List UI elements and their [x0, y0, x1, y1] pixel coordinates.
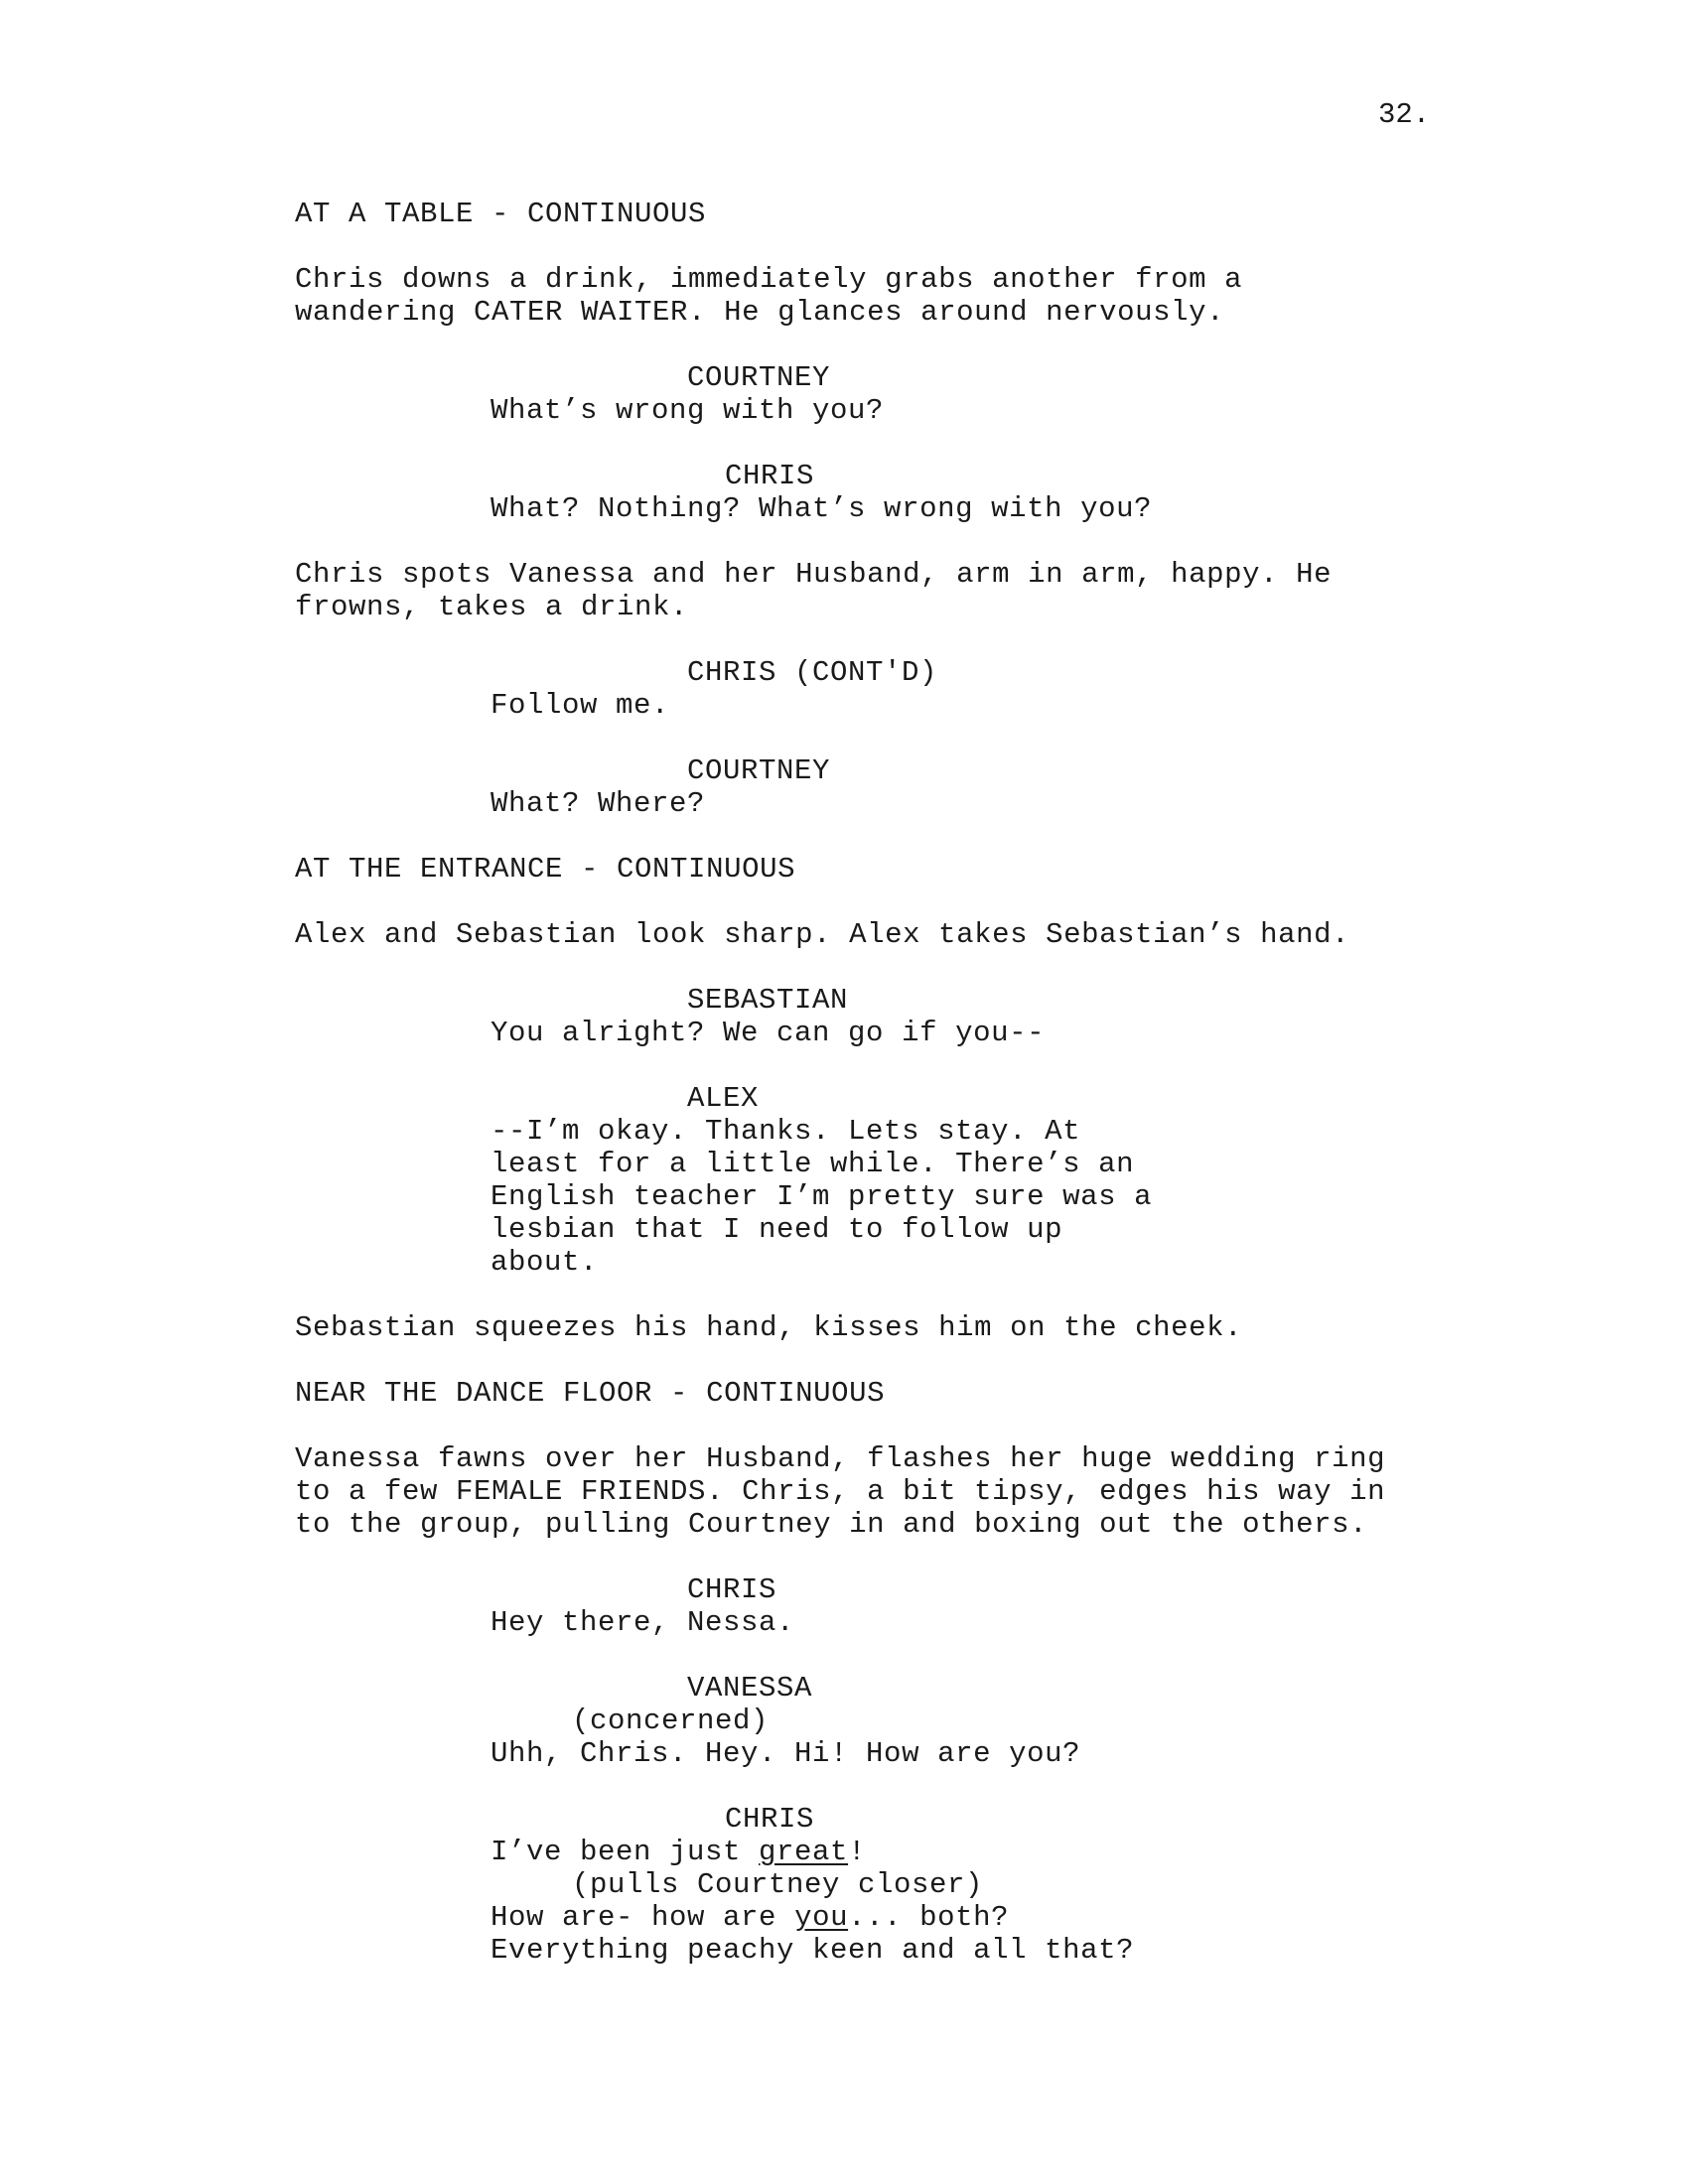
character-name: ALEX: [687, 1082, 760, 1115]
dialogue-line: lesbian that I need to follow up: [491, 1213, 1063, 1246]
dialogue-line: least for a little while. There’s an: [491, 1148, 1135, 1180]
action-line: Chris downs a drink, immediately grabs another from a: [295, 263, 1243, 296]
dialogue-line: English teacher I’m pretty sure was a: [491, 1180, 1153, 1213]
action-line: wandering CATER WAITER. He glances around nervously.: [295, 296, 1225, 329]
dialogue-text: !: [848, 1836, 867, 1868]
dialogue-line: [491, 1901, 1009, 1934]
dialogue-line: Follow me.: [491, 689, 670, 722]
dialogue-line: about.: [491, 1246, 599, 1279]
character-name: COURTNEY: [687, 361, 831, 394]
action-line: Alex and Sebastian look sharp. Alex takes Sebastian’s hand.: [295, 918, 1350, 951]
emphasized-word: you: [794, 1901, 849, 1934]
parenthetical: (pulls Courtney closer): [572, 1868, 984, 1901]
character-name: CHRIS (CONT'D): [687, 656, 938, 689]
action-line: to a few FEMALE FRIENDS. Chris, a bit tipsy, edges his way in: [295, 1475, 1386, 1508]
scene-heading: AT A TABLE - CONTINUOUS: [295, 198, 707, 230]
action-line: Sebastian squeezes his hand, kisses him on the cheek.: [295, 1311, 1243, 1344]
character-name: VANESSA: [687, 1672, 813, 1705]
action-line: frowns, takes a drink.: [295, 591, 689, 623]
page-number: 32.: [1378, 98, 1431, 131]
dialogue-line: Uhh, Chris. Hey. Hi! How are you?: [491, 1737, 1081, 1770]
character-name: CHRIS: [687, 1573, 777, 1606]
dialogue-line: You alright? We can go if you--: [491, 1017, 1046, 1049]
dialogue-text: How are- how are: [491, 1901, 795, 1934]
dialogue-text: I’ve been just: [491, 1836, 760, 1868]
action-line: Chris spots Vanessa and her Husband, arm in arm, happy. He: [295, 558, 1333, 591]
dialogue-text: ... both?: [848, 1901, 1010, 1934]
dialogue-line: What? Where?: [491, 787, 706, 820]
scene-heading: NEAR THE DANCE FLOOR - CONTINUOUS: [295, 1377, 886, 1410]
dialogue-line: What’s wrong with you?: [491, 394, 885, 427]
dialogue-line: [491, 1836, 866, 1868]
dialogue-line: Everything peachy keen and all that?: [491, 1934, 1135, 1967]
dialogue-line: Hey there, Nessa.: [491, 1606, 795, 1639]
character-name: COURTNEY: [687, 754, 831, 787]
scene-heading: AT THE ENTRANCE - CONTINUOUS: [295, 853, 796, 886]
character-name: CHRIS: [725, 1803, 815, 1836]
dialogue-line: --I’m okay. Thanks. Lets stay. At: [491, 1115, 1081, 1148]
emphasized-word: great: [759, 1836, 849, 1868]
parenthetical: (concerned): [572, 1705, 770, 1737]
character-name: SEBASTIAN: [687, 984, 849, 1017]
dialogue-line: What? Nothing? What’s wrong with you?: [491, 492, 1153, 525]
action-line: Vanessa fawns over her Husband, flashes her huge wedding ring: [295, 1442, 1386, 1475]
action-line: to the group, pulling Courtney in and boxing out the others.: [295, 1508, 1368, 1541]
character-name: CHRIS: [725, 460, 815, 492]
